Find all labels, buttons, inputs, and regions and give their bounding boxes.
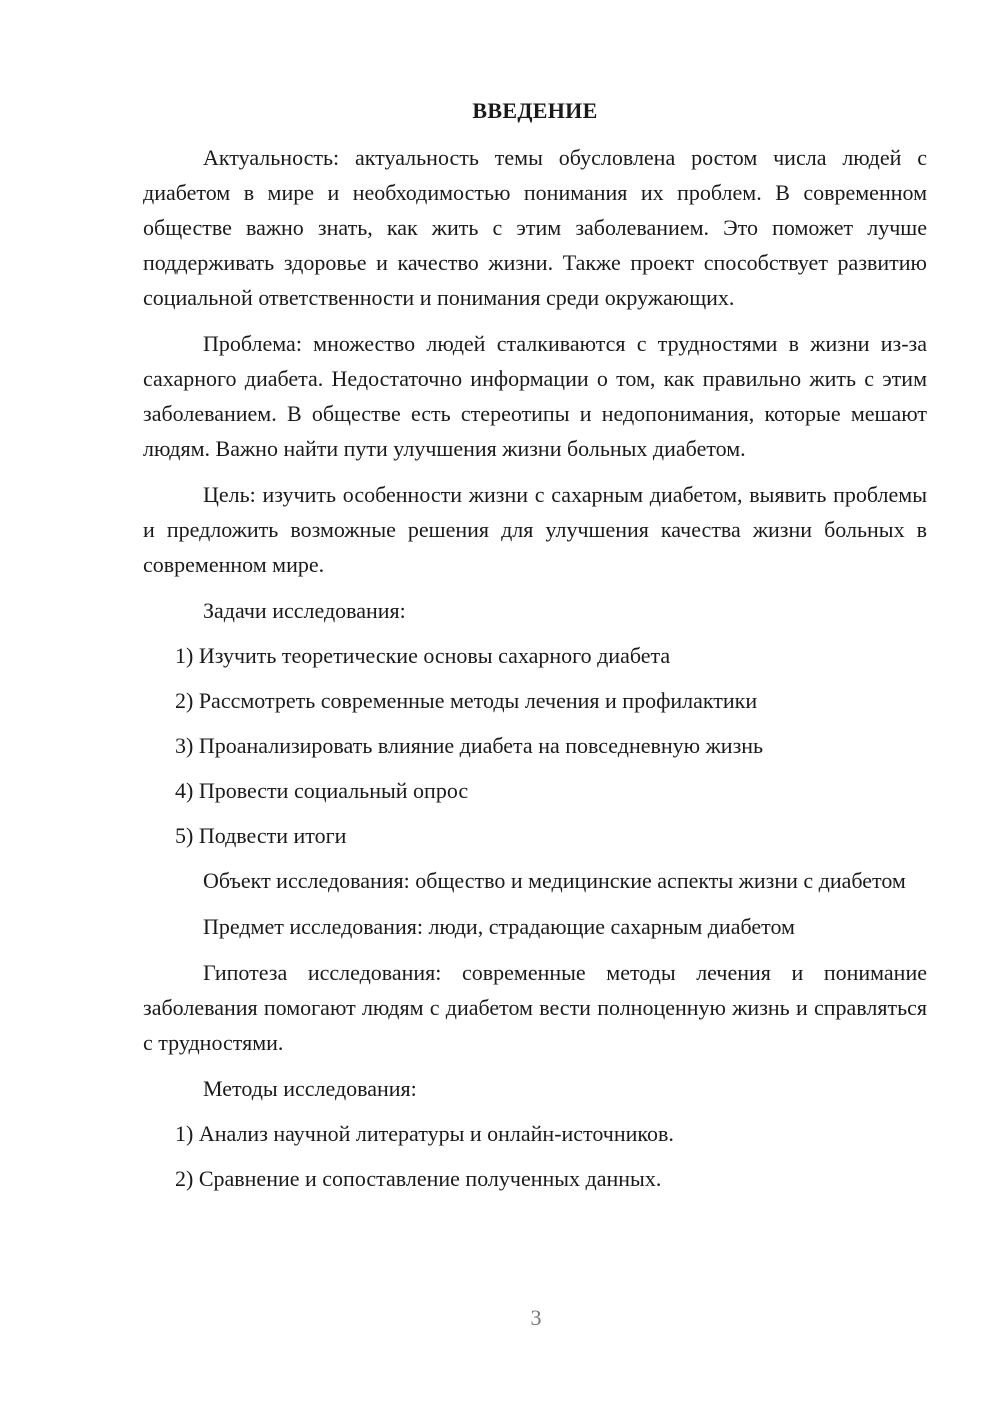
page-content [143, 94, 927, 1206]
list-item: 3) Проанализировать влияние диабета на повседневную жизнь [175, 733, 764, 758]
section-title: ВВЕДЕНИЕ [472, 98, 598, 123]
paragraph-goal: Цель: изучить особенности жизни с сахарным диабетом, выявить проблемы и предложить возможные решения для улучшения качества жизни больных в современном мире. [143, 482, 927, 577]
paragraph-object: Объект исследования: общество и медицинские аспекты жизни с диабетом [203, 868, 906, 893]
list-item: 5) Подвести итоги [175, 823, 347, 848]
methods-list [143, 1116, 927, 1196]
list-item: 4) Провести социальный опрос [175, 778, 469, 803]
list-item: 2) Рассмотреть современные методы лечения и профилактики [175, 688, 758, 713]
methods-heading: Методы исследования: [203, 1076, 417, 1101]
paragraph-relevance: Актуальность: актуальность темы обусловлена ростом числа людей с диабетом в мире и необходимостью понимания их проблем. В современном обществе важно знать, как жить с этим заболеванием. Это поможет лучше поддерживать здоровье и качество жизни. Также проект способствует развитию социальной ответственности и понимания среди окружающих. [143, 145, 927, 310]
tasks-list [143, 638, 927, 853]
list-item: 1) Анализ научной литературы и онлайн-источников. [175, 1121, 674, 1146]
list-item: 1) Изучить теоретические основы сахарного диабета [175, 643, 671, 668]
tasks-heading: Задачи исследования: [203, 598, 406, 623]
list-item: 2) Сравнение и сопоставление полученных данных. [175, 1166, 662, 1191]
page-number: 3 [530, 1305, 542, 1330]
paragraph-problem: Проблема: множество людей сталкиваются с трудностями в жизни из-за сахарного диабета. Недостаточно информации о том, как правильно жить с этим заболеванием. В обществе есть стереотипы и недопонимания, которые мешают людям. Важно найти пути улучшения жизни больных диабетом. [143, 331, 927, 461]
paragraph-subject: Предмет исследования: люди, страдающие сахарным диабетом [203, 914, 795, 939]
paragraph-hypothesis: Гипотеза исследования: современные методы лечения и понимание заболевания помогают людям с диабетом вести полноценную жизнь и справляться с трудностями. [143, 960, 927, 1055]
